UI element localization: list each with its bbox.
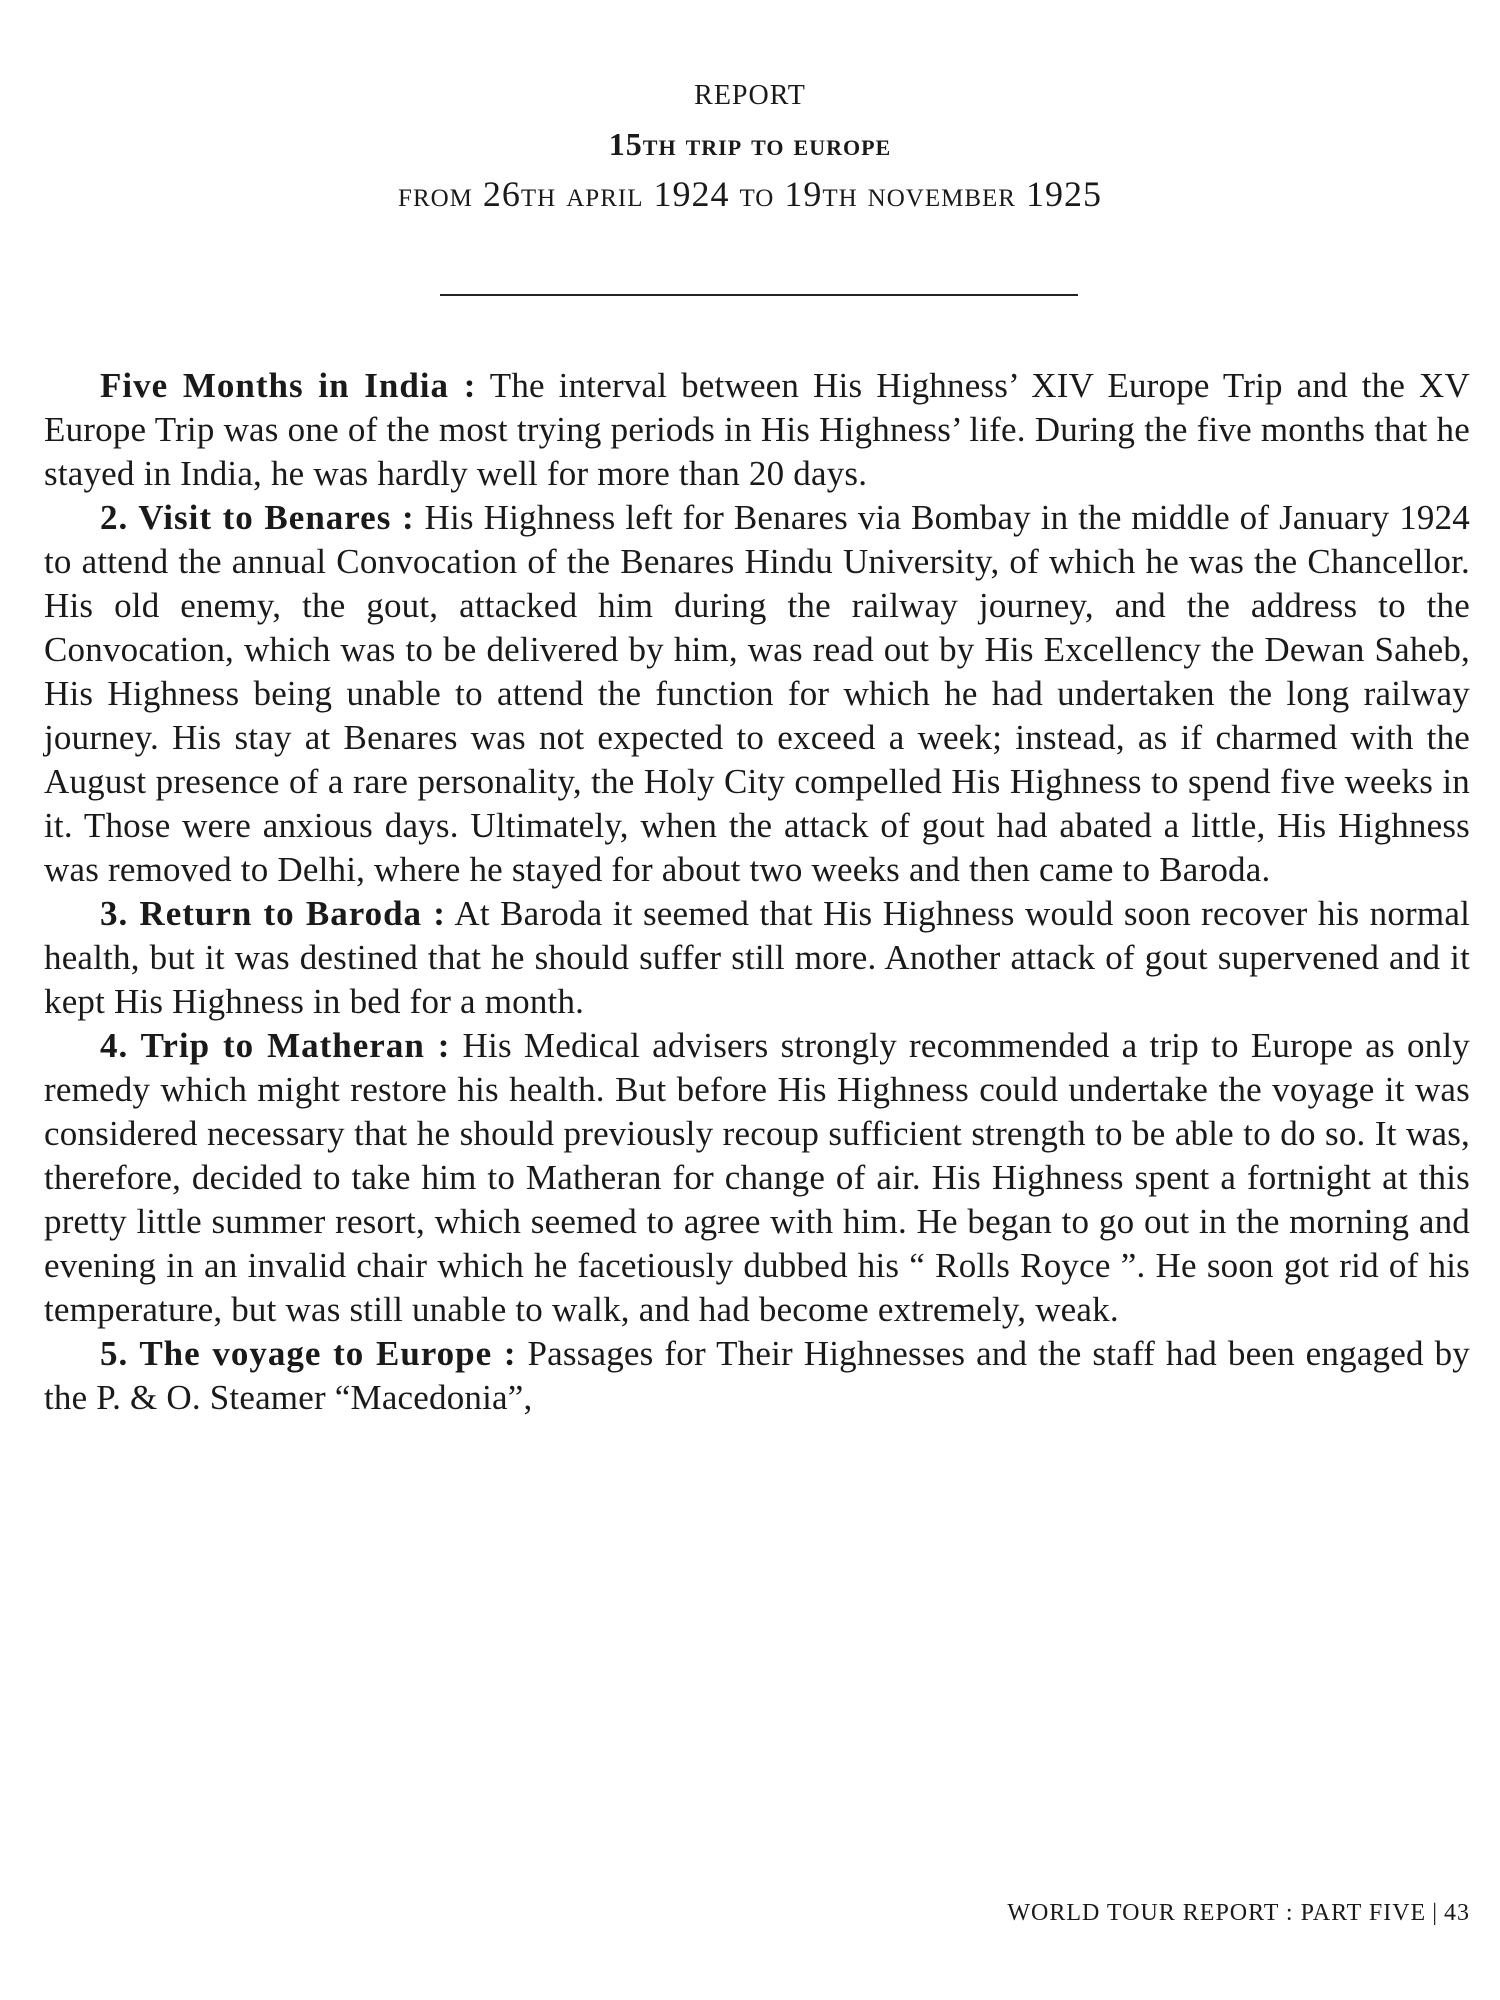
paragraph-text: His Highness left for Benares via Bombay in the middle of January 1924 to attend the annual Convocation of the Benares Hindu University, of which he was the Chancellor. His old enemy, the gout, attacked him during the railway journey, and the address to the Convocation, which was to be delivered by him, was read out by His Excellency the Dewan Saheb, His Highness being unable to attend the function for which he had undertaken the long railway journey. His stay at Benares was not expected to exceed a week; instead, as if charmed with the August presence of a rare personality, the Holy City compelled His Highness to spend five weeks in it. Those were anxious days. Ultimately, when the attack of gout had abated a little, His Highness was removed to Delhi, where he stayed for about two weeks and then came to Baroda. [44, 498, 1470, 889]
report-label: REPORT [694, 80, 806, 111]
paragraph-text: The interval between His Highness’ XIV Europe Trip and the XV Europe Trip was one of the most trying periods in His Highness’ life. During the five months that he stayed in India, he was hardly well for more than 20 days. [44, 366, 1470, 493]
page-number: 43 [1444, 1900, 1470, 1926]
footer-title: WORLD TOUR REPORT : PART FIVE [1007, 1900, 1427, 1926]
page-footer [1007, 1900, 1470, 1927]
paragraph-heading: 2. Visit to Benares : [100, 498, 415, 537]
paragraph-heading: 4. Trip to Matheran : [100, 1026, 451, 1065]
report-body [44, 364, 1470, 1420]
paragraph-text: His Medical advisers strongly recommended a trip to Europe as only remedy which might restore his health. But before His Highness could undertake the voyage it was considered necessary that he should previously recoup sufficient strength to be able to do so. It was, therefore, decided to take him to Matheran for change of air. His Highness spent a fortnight at this pretty little summer resort, which seemed to agree with him. He began to go out in the morning and evening in an invalid chair which he facetiously dubbed his “ Rolls Royce ”. He soon got rid of his temperature, but was still unable to walk, and had become extremely, weak. [44, 1026, 1470, 1329]
paragraph-heading: Five Months in India : [100, 366, 477, 405]
report-header [0, 78, 1500, 216]
paragraph-five-months-in-india [44, 364, 1470, 496]
paragraph-return-to-baroda [44, 892, 1470, 1024]
paragraph-visit-to-benares [44, 496, 1470, 892]
trip-title: 15th trip to europe [608, 126, 892, 162]
paragraph-text: At Baroda it seemed that His Highness would soon recover his normal health, but it was destined that he should suffer still more. Another attack of gout supervened and it kept His Highness in bed for a month. [44, 894, 1470, 1021]
header-divider [440, 294, 1078, 296]
paragraph-voyage-to-europe [44, 1332, 1470, 1420]
paragraph-heading: 5. The voyage to Europe : [100, 1334, 517, 1373]
footer-separator: | [1432, 1900, 1438, 1926]
date-range: from 26th april 1924 to 19th november 1925 [398, 174, 1102, 214]
paragraph-trip-to-matheran [44, 1024, 1470, 1332]
paragraph-heading: 3. Return to Baroda : [100, 894, 446, 933]
paragraph-text: Passages for Their Highnesses and the staff had been engaged by the P. & O. Steamer “Macedonia”, [44, 1334, 1470, 1417]
